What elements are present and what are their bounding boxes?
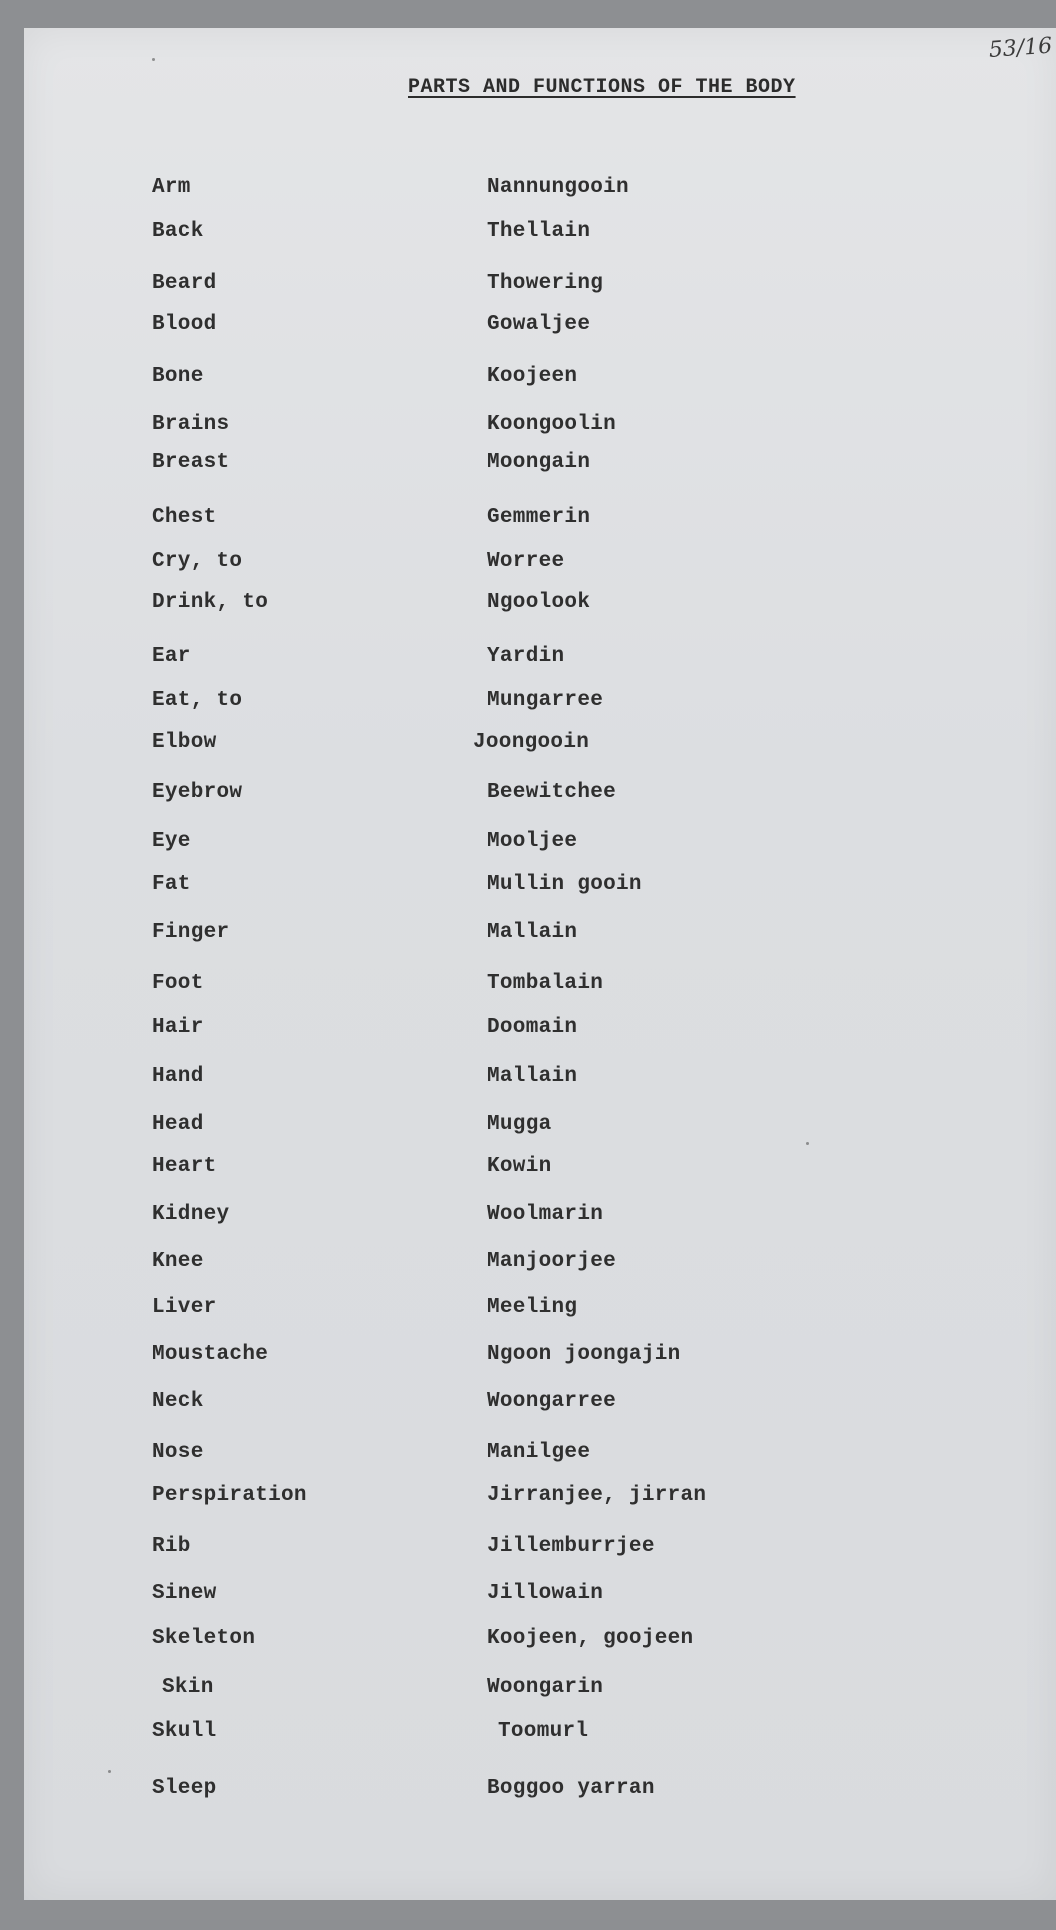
list-item bbox=[0, 1627, 1056, 1657]
list-item bbox=[0, 1535, 1056, 1565]
english-term: Drink, to bbox=[152, 591, 269, 614]
list-item bbox=[0, 1155, 1056, 1185]
english-term: Sleep bbox=[152, 1777, 217, 1800]
native-term: Nannungooin bbox=[487, 176, 629, 199]
list-item bbox=[0, 413, 1056, 443]
english-term: Liver bbox=[152, 1296, 217, 1319]
english-term: Cry, to bbox=[152, 550, 243, 573]
list-item bbox=[0, 550, 1056, 580]
native-term: Gowaljee bbox=[487, 313, 591, 336]
native-term: Toomurl bbox=[498, 1720, 589, 1743]
list-item bbox=[0, 1676, 1056, 1706]
native-term: Jirranjee, jirran bbox=[487, 1484, 707, 1507]
list-item bbox=[0, 731, 1056, 761]
list-item bbox=[0, 1484, 1056, 1514]
english-term: Eye bbox=[152, 830, 191, 853]
english-term: Perspiration bbox=[152, 1484, 307, 1507]
native-term: Thellain bbox=[487, 220, 591, 243]
english-term: Arm bbox=[152, 176, 191, 199]
native-term: Mugga bbox=[487, 1113, 552, 1136]
english-term: Finger bbox=[152, 921, 230, 944]
list-item bbox=[0, 220, 1056, 250]
native-term: Boggoo yarran bbox=[487, 1777, 655, 1800]
english-term: Heart bbox=[152, 1155, 217, 1178]
list-item bbox=[0, 645, 1056, 675]
list-item bbox=[0, 1296, 1056, 1326]
english-term: Neck bbox=[152, 1390, 204, 1413]
list-item bbox=[0, 176, 1056, 206]
paper-speck bbox=[108, 1770, 111, 1773]
native-term: Tombalain bbox=[487, 972, 604, 995]
native-term: Mullin gooin bbox=[487, 873, 642, 896]
list-item bbox=[0, 591, 1056, 621]
list-item bbox=[0, 1777, 1056, 1807]
native-term: Jillemburrjee bbox=[487, 1535, 655, 1558]
list-item bbox=[0, 1441, 1056, 1471]
native-term: Mallain bbox=[487, 921, 578, 944]
list-item bbox=[0, 1065, 1056, 1095]
english-term: Skeleton bbox=[152, 1627, 256, 1650]
native-term: Mungarree bbox=[487, 689, 604, 712]
list-item bbox=[0, 972, 1056, 1002]
english-term: Back bbox=[152, 220, 204, 243]
list-item bbox=[0, 1343, 1056, 1373]
english-term: Brains bbox=[152, 413, 230, 436]
english-term: Breast bbox=[152, 451, 230, 474]
native-term: Jillowain bbox=[487, 1582, 604, 1605]
native-term: Manilgee bbox=[487, 1441, 591, 1464]
native-term: Doomain bbox=[487, 1016, 578, 1039]
list-item bbox=[0, 1720, 1056, 1750]
english-term: Fat bbox=[152, 873, 191, 896]
native-term: Koongoolin bbox=[487, 413, 617, 436]
english-term: Skull bbox=[152, 1720, 217, 1743]
list-item bbox=[0, 1203, 1056, 1233]
english-term: Beard bbox=[152, 272, 217, 295]
english-term: Hair bbox=[152, 1016, 204, 1039]
list-item bbox=[0, 781, 1056, 811]
native-term: Gemmerin bbox=[487, 506, 591, 529]
english-term: Moustache bbox=[152, 1343, 269, 1366]
list-item bbox=[0, 272, 1056, 302]
list-item bbox=[0, 1250, 1056, 1280]
list-item bbox=[0, 1390, 1056, 1420]
english-term: Skin bbox=[162, 1676, 214, 1699]
list-item bbox=[0, 1113, 1056, 1143]
english-term: Eyebrow bbox=[152, 781, 243, 804]
english-term: Sinew bbox=[152, 1582, 217, 1605]
english-term: Ear bbox=[152, 645, 191, 668]
native-term: Moongain bbox=[487, 451, 591, 474]
native-term: Woolmarin bbox=[487, 1203, 604, 1226]
list-item bbox=[0, 1016, 1056, 1046]
paper-speck bbox=[152, 58, 155, 61]
list-item bbox=[0, 1582, 1056, 1612]
english-term: Blood bbox=[152, 313, 217, 336]
paper-speck bbox=[806, 1142, 809, 1145]
english-term: Bone bbox=[152, 365, 204, 388]
list-item bbox=[0, 921, 1056, 951]
list-item bbox=[0, 873, 1056, 903]
english-term: Chest bbox=[152, 506, 217, 529]
native-term: Ngoolook bbox=[487, 591, 591, 614]
page-title: PARTS AND FUNCTIONS OF THE BODY bbox=[408, 76, 796, 99]
native-term: Mallain bbox=[487, 1065, 578, 1088]
page-number: 53/16 bbox=[988, 33, 1053, 63]
list-item bbox=[0, 830, 1056, 860]
native-term: Woongarin bbox=[487, 1676, 604, 1699]
native-term: Beewitchee bbox=[487, 781, 617, 804]
english-term: Foot bbox=[152, 972, 204, 995]
list-item bbox=[0, 365, 1056, 395]
english-term: Nose bbox=[152, 1441, 204, 1464]
native-term: Woongarree bbox=[487, 1390, 617, 1413]
native-term: Koojeen, goojeen bbox=[487, 1627, 694, 1650]
native-term: Thowering bbox=[487, 272, 604, 295]
english-term: Kidney bbox=[152, 1203, 230, 1226]
english-term: Rib bbox=[152, 1535, 191, 1558]
list-item bbox=[0, 506, 1056, 536]
native-term: Joongooin bbox=[473, 731, 590, 754]
english-term: Elbow bbox=[152, 731, 217, 754]
native-term: Worree bbox=[487, 550, 565, 573]
english-term: Head bbox=[152, 1113, 204, 1136]
list-item bbox=[0, 451, 1056, 481]
native-term: Ngoon joongajin bbox=[487, 1343, 681, 1366]
english-term: Knee bbox=[152, 1250, 204, 1273]
native-term: Meeling bbox=[487, 1296, 578, 1319]
native-term: Yardin bbox=[487, 645, 565, 668]
english-term: Eat, to bbox=[152, 689, 243, 712]
native-term: Mooljee bbox=[487, 830, 578, 853]
native-term: Kowin bbox=[487, 1155, 552, 1178]
list-item bbox=[0, 689, 1056, 719]
list-item bbox=[0, 313, 1056, 343]
native-term: Manjoorjee bbox=[487, 1250, 617, 1273]
english-term: Hand bbox=[152, 1065, 204, 1088]
native-term: Koojeen bbox=[487, 365, 578, 388]
